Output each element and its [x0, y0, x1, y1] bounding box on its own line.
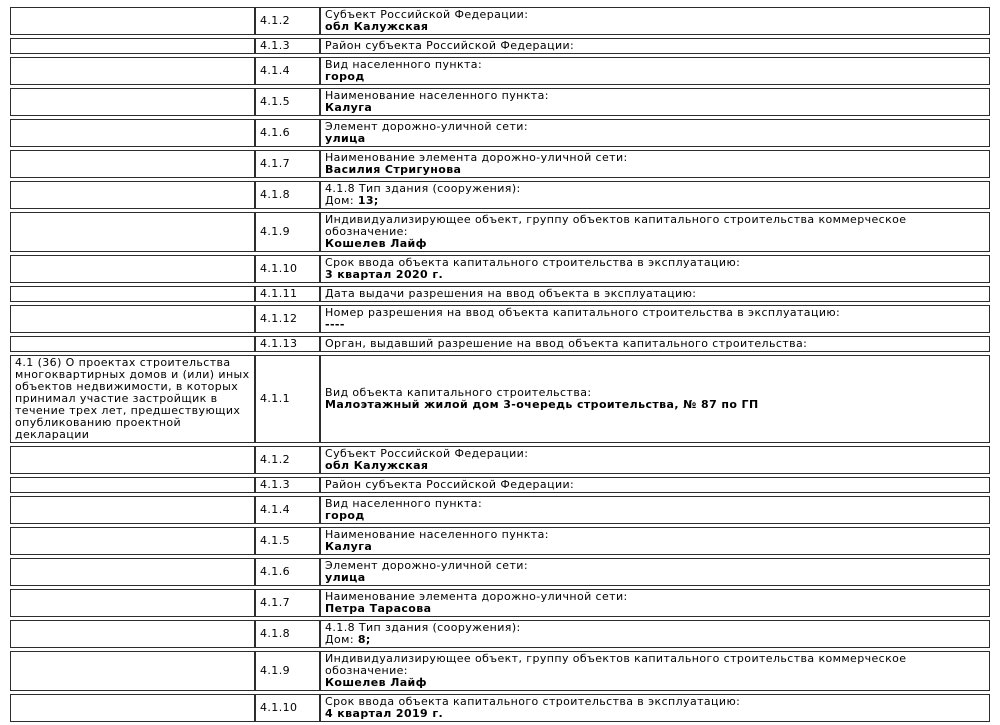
- empty-left-cell: [10, 212, 255, 252]
- table-row: [10, 446, 990, 474]
- declaration-page: [0, 4, 1000, 720]
- row-content-cell: [320, 558, 990, 586]
- row-content-cell: [320, 119, 990, 147]
- row-value: [325, 71, 985, 83]
- empty-left-cell: [10, 305, 255, 333]
- row-value: [325, 634, 985, 646]
- table-row: [10, 212, 990, 252]
- row-value: [325, 102, 985, 114]
- row-code: 4.1.13: [255, 336, 320, 352]
- empty-left-cell: [10, 181, 255, 209]
- table-row: [10, 255, 990, 283]
- row-label: Индивидуализирующее объект, группу объектов капитального строительства коммерческое обозначение:: [325, 652, 907, 677]
- row-code: 4.1.10: [255, 694, 320, 722]
- table-row: [10, 286, 990, 302]
- row-content-cell: [320, 620, 990, 648]
- row-value: [325, 460, 985, 472]
- table-row: [10, 119, 990, 147]
- empty-left-cell: [10, 38, 255, 54]
- table-row: [10, 527, 990, 555]
- row-label: Элемент дорожно-уличной сети:: [325, 120, 528, 133]
- row-code: 4.1.2: [255, 7, 320, 35]
- row-code: 4.1.4: [255, 57, 320, 85]
- row-code: 4.1.6: [255, 119, 320, 147]
- row-value: [325, 195, 985, 207]
- empty-left-cell: [10, 255, 255, 283]
- table-row: [10, 336, 990, 352]
- empty-left-cell: [10, 286, 255, 302]
- row-value-text: Калуга: [325, 101, 373, 114]
- row-code: 4.1.11: [255, 286, 320, 302]
- table-row: [10, 88, 990, 116]
- row-label: Район субъекта Российской Федерации:: [325, 478, 575, 491]
- row-label: Район субъекта Российской Федерации:: [325, 39, 575, 52]
- table-row: [10, 477, 990, 493]
- row-content-cell: [320, 7, 990, 35]
- row-code: 4.1.5: [255, 88, 320, 116]
- row-code: 4.1.7: [255, 150, 320, 178]
- empty-left-cell: [10, 57, 255, 85]
- table-row: [10, 355, 990, 443]
- row-content-cell: [320, 255, 990, 283]
- row-value-text: город: [325, 509, 365, 522]
- row-content-cell: [320, 88, 990, 116]
- row-value-text: 3 квартал 2020 г.: [325, 268, 444, 281]
- row-value: [325, 541, 985, 553]
- row-label: Наименование населенного пункта:: [325, 89, 549, 102]
- row-value: [325, 319, 985, 331]
- row-value-text: ----: [325, 318, 345, 331]
- row-code: 4.1.10: [255, 255, 320, 283]
- row-value-prefix: Дом:: [325, 633, 358, 646]
- row-value-text: 8;: [357, 633, 371, 646]
- row-value-text: Кошелев Лайф: [325, 676, 427, 689]
- row-value-text: 13;: [357, 194, 379, 207]
- row-label: 4.1.8 Тип здания (сооружения):: [325, 182, 521, 195]
- row-code: 4.1.7: [255, 589, 320, 617]
- row-value-text: Малоэтажный жилой дом 3-очередь строительства, № 87 по ГП: [325, 398, 759, 411]
- row-label: Индивидуализирующее объект, группу объектов капитального строительства коммерческое обозначение:: [325, 213, 907, 238]
- empty-left-cell: [10, 527, 255, 555]
- row-label: 4.1.8 Тип здания (сооружения):: [325, 621, 521, 634]
- row-value-text: Василия Стригунова: [325, 163, 462, 176]
- row-label: Орган, выдавший разрешение на ввод объекта капитального строительства:: [325, 337, 808, 350]
- row-value: [325, 399, 985, 411]
- row-content-cell: [320, 496, 990, 524]
- row-code: 4.1.9: [255, 212, 320, 252]
- row-content-cell: [320, 527, 990, 555]
- table-row: [10, 305, 990, 333]
- row-value-text: обл Калужская: [325, 459, 429, 472]
- table-row: [10, 589, 990, 617]
- table-row: [10, 651, 990, 691]
- row-value-text: город: [325, 70, 365, 83]
- row-value: [325, 603, 985, 615]
- row-label: Субъект Российской Федерации:: [325, 8, 529, 21]
- row-code: 4.1.2: [255, 446, 320, 474]
- row-label: Дата выдачи разрешения на ввод объекта в эксплуатацию:: [325, 287, 697, 300]
- row-code: 4.1.6: [255, 558, 320, 586]
- row-content-cell: [320, 477, 990, 493]
- row-value-text: улица: [325, 571, 366, 584]
- row-content-cell: [320, 355, 990, 443]
- row-label: Вид населенного пункта:: [325, 497, 483, 510]
- row-value: [325, 238, 985, 250]
- row-value-text: Петра Тарасова: [325, 602, 432, 615]
- empty-left-cell: [10, 651, 255, 691]
- row-label: Субъект Российской Федерации:: [325, 447, 529, 460]
- row-code: 4.1.4: [255, 496, 320, 524]
- row-value: [325, 133, 985, 145]
- row-code: 4.1.8: [255, 181, 320, 209]
- row-content-cell: [320, 589, 990, 617]
- empty-left-cell: [10, 620, 255, 648]
- empty-left-cell: [10, 150, 255, 178]
- row-label: Наименование элемента дорожно-уличной сети:: [325, 151, 628, 164]
- table-row: [10, 496, 990, 524]
- table-row: [10, 558, 990, 586]
- row-label: Срок ввода объекта капитального строительства в эксплуатацию:: [325, 256, 741, 269]
- declaration-table: [10, 4, 990, 725]
- row-code: 4.1.1: [255, 355, 320, 443]
- row-content-cell: [320, 150, 990, 178]
- row-value-prefix: Дом:: [325, 194, 358, 207]
- row-content-cell: [320, 181, 990, 209]
- row-content-cell: [320, 694, 990, 722]
- table-body: [10, 7, 990, 722]
- row-code: 4.1.8: [255, 620, 320, 648]
- row-content-cell: [320, 336, 990, 352]
- empty-left-cell: [10, 694, 255, 722]
- empty-left-cell: [10, 496, 255, 524]
- row-content-cell: [320, 651, 990, 691]
- row-content-cell: [320, 446, 990, 474]
- empty-left-cell: [10, 446, 255, 474]
- row-value-text: Кошелев Лайф: [325, 237, 427, 250]
- table-row: [10, 38, 990, 54]
- row-value-text: улица: [325, 132, 366, 145]
- row-label: Наименование населенного пункта:: [325, 528, 549, 541]
- row-label: Вид объекта капитального строительства:: [325, 386, 592, 399]
- table-row: [10, 620, 990, 648]
- empty-left-cell: [10, 589, 255, 617]
- section-note-cell: 4.1 (36) О проектах строительства многоквартирных домов и (или) иных объектов недвижимости, в которых принимал участие застройщик в течение трех лет, предшествующих опубликованию проектной декларации: [10, 355, 255, 443]
- row-label: Элемент дорожно-уличной сети:: [325, 559, 528, 572]
- row-value: [325, 510, 985, 522]
- row-content-cell: [320, 57, 990, 85]
- row-value: [325, 21, 985, 33]
- row-label: Наименование элемента дорожно-уличной сети:: [325, 590, 628, 603]
- empty-left-cell: [10, 88, 255, 116]
- row-content-cell: [320, 305, 990, 333]
- empty-left-cell: [10, 336, 255, 352]
- row-value: [325, 164, 985, 176]
- row-value-text: обл Калужская: [325, 20, 429, 33]
- row-content-cell: [320, 212, 990, 252]
- row-value: [325, 708, 985, 720]
- row-code: 4.1.5: [255, 527, 320, 555]
- row-label: Вид населенного пункта:: [325, 58, 483, 71]
- table-row: [10, 7, 990, 35]
- empty-left-cell: [10, 7, 255, 35]
- row-label: Номер разрешения на ввод объекта капитального строительства в эксплуатацию:: [325, 306, 841, 319]
- table-row: [10, 181, 990, 209]
- row-code: 4.1.3: [255, 477, 320, 493]
- row-code: 4.1.12: [255, 305, 320, 333]
- row-code: 4.1.9: [255, 651, 320, 691]
- row-value: [325, 572, 985, 584]
- row-value: [325, 269, 985, 281]
- empty-left-cell: [10, 477, 255, 493]
- row-content-cell: [320, 38, 990, 54]
- table-row: [10, 694, 990, 722]
- row-content-cell: [320, 286, 990, 302]
- row-label: Срок ввода объекта капитального строительства в эксплуатацию:: [325, 695, 741, 708]
- row-code: 4.1.3: [255, 38, 320, 54]
- row-value: [325, 677, 985, 689]
- empty-left-cell: [10, 558, 255, 586]
- table-row: [10, 150, 990, 178]
- table-row: [10, 57, 990, 85]
- row-value-text: 4 квартал 2019 г.: [325, 707, 444, 720]
- empty-left-cell: [10, 119, 255, 147]
- row-value-text: Калуга: [325, 540, 373, 553]
